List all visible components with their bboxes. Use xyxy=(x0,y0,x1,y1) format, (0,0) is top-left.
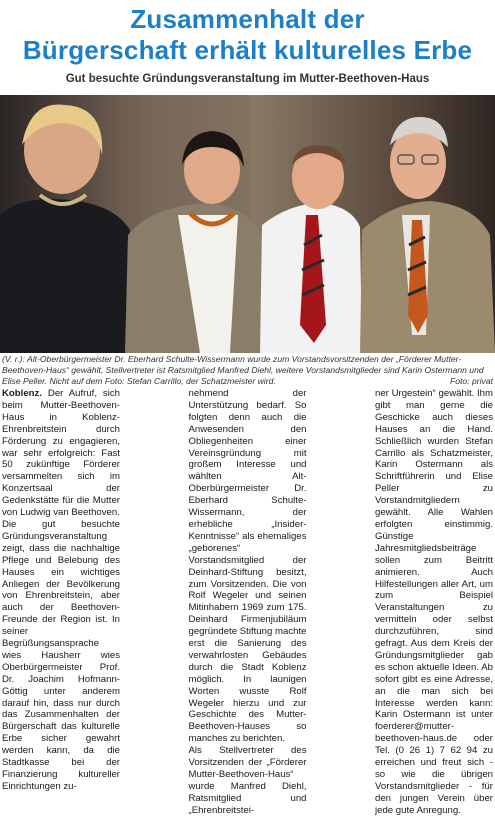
paragraph: nehmend der Unterstützung bedarf. So folgten denn auch die Anwesenden den Obliegenheiten einer Vereinsgründung mit großem Interesse und wählten Alt-Oberbürgermeister Dr. Eberhard Schulte-Wissermann, der erhebliche „Insider-Kenntnisse“ als ehemaliges „geborenes“ Vorstandsmitglied der Deinhard-Stiftung besitzt, zum Vorsitzenden. Die von Rolf Wegeler und seinen Mitinhabern 1969 zum 175. Deinhard Firmenjubiläum gegründete Stiftung machte erst die Sanierung des verwahrlosten Gebäudes durch die Stadt Koblenz möglich. In launigen Worten wusste Rolf Wegeler hierzu und zur Geschichte des Mutter-Beethoven-Hauses so manches zu berichten. xyxy=(188,388,307,745)
dateline: Koblenz. xyxy=(2,388,42,399)
headline-line-2: Bürgerschaft erhält kulturelles Erbe xyxy=(22,35,473,65)
headline xyxy=(0,0,495,66)
photo-credit: Foto: privat xyxy=(450,376,493,386)
paragraph-text: Der Aufruf, sich beim Mutter-Beethoven-Haus in Koblenz-Ehrenbreitstein durch Förderung zu engagieren, war sehr erfolgreich: Fast 50 zukünftige Förderer versammelten sich im Konzertsaal der Gedenkstätte für die Mutter von Ludwig van Beethoven. xyxy=(2,388,120,519)
photo-caption-text: (V. r.): Alt-Oberbürgermeister Dr. Eberhard Schulte-Wissermann wurde zum Vorstandsvorsitzenden der „Förderer Mutter-Beethoven-Haus“ gewählt, Stellvertreter ist Ratsmitglied Manfred Diehl, weitere Vorstandsmitglieder sind Karin Ostermann und Elise Peller. Nicht auf dem Foto: Stefan Carrillo, der Schatzmeister wird. xyxy=(2,354,484,386)
photo-caption xyxy=(2,354,493,387)
article-column-3 xyxy=(375,388,493,816)
group-photo xyxy=(0,95,495,353)
paragraph: ner Urgestein“ gewählt. Ihm gibt man gerne die Geschicke auch dieses Hauses an die Hand. Schließlich wurden Stefan Carrillo als Schatzmeister, Karin Ostermann als Schriftführerin und Elise Peller zu Vorstandmitgliedern gewählt. Alle Wahlen erfolgten einstimmig. Günstige Jahresmitgliedsbeiträge sollen zum Beitritt animieren. Auch Hilfestellungen aller Art, um zum Beispiel Veranstaltungen zu vermitteln oder selbst durchzuführen, sind gefragt. Aus dem Kreis der Gründungsmitglieder gab es schon aktuelle Ideen. Ab sofort gibt es eine Adresse, an die man sich bei Interesse werden kann: Karin Ostermann ist unter foerderer@mutter-beethoven-haus.de oder Tel. (0 26 1) 7 62 94 zu erreichen und freut sich - so wie die übrigen Vorstandsmitglieder - für den jungen Verein über jede gute Anregung. xyxy=(375,388,493,816)
paragraph: Als Stellvertreter des Vorsitzenden der „Förderer Mutter-Beethoven-Haus“ wurde Manfred Diehl, Ratsmitglied und „Ehrenbreitstei- xyxy=(188,745,307,816)
article-column-1 xyxy=(2,388,120,792)
article-body xyxy=(2,388,493,816)
subheadline: Gut besuchte Gründungsveranstaltung im Mutter-Beethoven-Haus xyxy=(65,73,430,85)
headline-line-1: Zusammenhalt der xyxy=(130,4,365,34)
article-column-2 xyxy=(188,388,307,816)
paragraph xyxy=(2,388,120,519)
paragraph: Die gut besuchte Gründungsveranstaltung zeigt, dass die nachhaltige Pflege und Belebung des Hauses ein wichtiges Anliegen der Bevölkerung von Ehrenbreitstein, aber auch der Beethoven-Freunde der Region ist. In seiner Begrüßungsansprache wies Hausherr wies Oberbürgermeister Prof. Dr. Joachim Hofmann-Göttig unter anderem darauf hin, dass nur durch das Zusammenhalten der Bürgerschaft das kulturelle Erbe sicher gewahrt werden kann, da die Stadtkasse bei der Finanzierung kultureller Einrichtungen zu- xyxy=(2,518,120,792)
